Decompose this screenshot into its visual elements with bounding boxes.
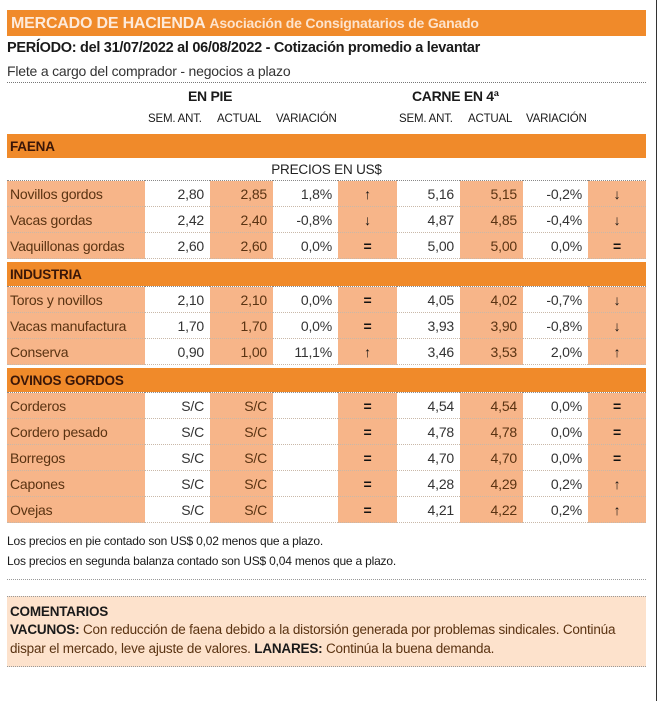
trend-cell	[588, 445, 646, 471]
pie-variation-value: -0,8%	[273, 207, 338, 233]
comments-box	[7, 596, 646, 667]
carne-variation-value: -0,8%	[523, 313, 588, 339]
carne-current-value: 5,00	[460, 233, 523, 259]
equal-icon: =	[613, 449, 621, 466]
pie-current-value: S/C	[210, 471, 273, 497]
table-row	[7, 497, 646, 523]
table-row	[7, 339, 646, 365]
lanares-label: LANARES:	[254, 641, 323, 656]
row-label: Vacas gordas	[7, 207, 145, 233]
trend-cell	[338, 471, 397, 497]
table-row	[7, 233, 646, 259]
pie-prev-value: 2,10	[145, 287, 210, 313]
carne-prev-value: 5,00	[397, 233, 460, 259]
pie-current-value: 2,85	[210, 181, 273, 207]
col-header-pie-current: ACTUAL	[217, 113, 262, 125]
trend-cell	[338, 181, 397, 207]
freight-note: Flete a cargo del comprador - negocios a plazo	[7, 63, 291, 79]
table-row	[7, 313, 646, 339]
trend-cell	[338, 287, 397, 313]
carne-current-value: 5,15	[460, 181, 523, 207]
table-row	[7, 207, 646, 233]
price-table	[7, 286, 646, 365]
carne-prev-value: 4,21	[397, 497, 460, 523]
report-subtitle: Asociación de Consignatarios de Ganado	[209, 15, 479, 31]
comments-body	[10, 620, 643, 658]
carne-current-value: 4,54	[460, 393, 523, 419]
carne-prev-value: 3,46	[397, 339, 460, 365]
carne-current-value: 3,90	[460, 313, 523, 339]
carne-current-value: 4,85	[460, 207, 523, 233]
carne-prev-value: 4,05	[397, 287, 460, 313]
carne-prev-value: 4,28	[397, 471, 460, 497]
pie-current-value: 2,10	[210, 287, 273, 313]
market-report	[7, 10, 646, 667]
carne-prev-value: 4,54	[397, 393, 460, 419]
carne-variation-value: 0,0%	[523, 393, 588, 419]
group-header-carcass: CARNE EN 4ª	[412, 88, 499, 104]
col-header-carne-current: ACTUAL	[468, 113, 513, 125]
note-pie: Los precios en pie contado son US$ 0,02 menos que a plazo.	[7, 534, 323, 548]
pie-variation-value: 0,0%	[273, 313, 338, 339]
carne-variation-value: -0,7%	[523, 287, 588, 313]
pie-prev-value: S/C	[145, 393, 210, 419]
table-row	[7, 393, 646, 419]
report-title: MERCADO DE HACIENDA	[11, 15, 206, 32]
row-label: Borregos	[7, 445, 145, 471]
pie-variation-value	[273, 497, 338, 523]
right-border-line	[656, 0, 657, 701]
pie-current-value: S/C	[210, 393, 273, 419]
row-label: Vaquillonas gordas	[7, 233, 145, 259]
row-label: Novillos gordos	[7, 181, 145, 207]
trend-cell	[588, 313, 646, 339]
row-label: Capones	[7, 471, 145, 497]
trend-cell	[588, 339, 646, 365]
pie-variation-value: 0,0%	[273, 233, 338, 259]
pie-prev-value: S/C	[145, 497, 210, 523]
carne-variation-value: 0,2%	[523, 471, 588, 497]
arrow-down-icon: ↓	[613, 317, 621, 334]
pie-current-value: 2,60	[210, 233, 273, 259]
price-table	[7, 180, 646, 259]
carne-prev-value: 3,93	[397, 313, 460, 339]
row-label: Toros y novillos	[7, 287, 145, 313]
carne-variation-value: 0,0%	[523, 445, 588, 471]
row-label: Corderos	[7, 393, 145, 419]
col-header-carne-variation: VARIACIÓN	[526, 113, 587, 125]
trend-cell	[338, 339, 397, 365]
price-sections	[7, 134, 646, 523]
carne-prev-value: 4,78	[397, 419, 460, 445]
row-label: Cordero pesado	[7, 419, 145, 445]
trend-cell	[588, 393, 646, 419]
arrow-down-icon: ↓	[613, 211, 621, 228]
carne-current-value: 4,70	[460, 445, 523, 471]
trend-cell	[588, 287, 646, 313]
carne-current-value: 4,02	[460, 287, 523, 313]
carne-current-value: 4,29	[460, 471, 523, 497]
comments-title: COMENTARIOS	[10, 604, 109, 619]
vacunos-text: Con reducción de faena debido a la distorsión generada por problemas sindicales. Continúa dispar el mercado, leve ajuste de valores.	[10, 622, 616, 656]
pie-current-value: 2,40	[210, 207, 273, 233]
carne-current-value: 3,53	[460, 339, 523, 365]
trend-cell	[588, 471, 646, 497]
pie-prev-value: S/C	[145, 471, 210, 497]
equal-icon: =	[613, 423, 621, 440]
pie-current-value: S/C	[210, 419, 273, 445]
trend-cell	[588, 419, 646, 445]
arrow-up-icon: ↑	[613, 475, 621, 492]
arrow-down-icon: ↓	[613, 291, 621, 308]
pie-variation-value	[273, 393, 338, 419]
lanares-text: Continúa la buena demanda.	[322, 641, 495, 656]
period-line: PERÍODO: del 31/07/2022 al 06/08/2022 - Cotización promedio a levantar	[7, 40, 481, 56]
equal-icon: =	[363, 449, 372, 466]
pie-prev-value: 2,60	[145, 233, 210, 259]
row-label: Ovejas	[7, 497, 145, 523]
pie-current-value: S/C	[210, 497, 273, 523]
table-row	[7, 419, 646, 445]
trend-cell	[338, 419, 397, 445]
trend-cell	[588, 207, 646, 233]
trend-cell	[588, 233, 646, 259]
pie-variation-value	[273, 419, 338, 445]
section-header-industria: INDUSTRIA	[7, 262, 646, 286]
trend-cell	[338, 233, 397, 259]
pie-current-value: 1,00	[210, 339, 273, 365]
trend-cell	[588, 181, 646, 207]
pie-prev-value: 2,42	[145, 207, 210, 233]
equal-icon: =	[363, 501, 372, 518]
trend-cell	[338, 393, 397, 419]
pie-variation-value	[273, 445, 338, 471]
pie-prev-value: S/C	[145, 445, 210, 471]
row-label: Vacas manufactura	[7, 313, 145, 339]
carne-variation-value: -0,2%	[523, 181, 588, 207]
carne-prev-value: 4,87	[397, 207, 460, 233]
vacunos-label: VACUNOS:	[10, 622, 80, 637]
arrow-down-icon: ↓	[364, 211, 371, 228]
row-label: Conserva	[7, 339, 145, 365]
note-balanza: Los precios en segunda balanza contado son US$ 0,04 menos que a plazo.	[7, 554, 396, 568]
trend-cell	[338, 313, 397, 339]
table-row	[7, 471, 646, 497]
trend-cell	[338, 207, 397, 233]
equal-icon: =	[363, 423, 372, 440]
equal-icon: =	[613, 237, 621, 254]
arrow-up-icon: ↑	[364, 343, 371, 360]
col-header-pie-prev: SEM. ANT.	[148, 113, 202, 125]
carne-variation-value: 0,0%	[523, 233, 588, 259]
carne-variation-value: -0,4%	[523, 207, 588, 233]
pie-variation-value	[273, 471, 338, 497]
group-headers	[7, 83, 646, 109]
table-row	[7, 287, 646, 313]
pie-prev-value: S/C	[145, 419, 210, 445]
pie-current-value: 1,70	[210, 313, 273, 339]
col-header-carne-prev: SEM. ANT.	[399, 113, 453, 125]
arrow-up-icon: ↑	[613, 501, 621, 518]
section-header-faena: FAENA	[7, 134, 646, 158]
equal-icon: =	[613, 397, 621, 414]
pie-variation-value: 11,1%	[273, 339, 338, 365]
carne-current-value: 4,22	[460, 497, 523, 523]
prices-currency-label: PRECIOS EN US$	[271, 162, 382, 177]
arrow-down-icon: ↓	[613, 185, 621, 202]
arrow-up-icon: ↑	[364, 185, 371, 202]
carne-variation-value: 0,0%	[523, 419, 588, 445]
pie-prev-value: 2,80	[145, 181, 210, 207]
trend-cell	[338, 497, 397, 523]
carne-prev-value: 5,16	[397, 181, 460, 207]
equal-icon: =	[363, 291, 372, 308]
carne-prev-value: 4,70	[397, 445, 460, 471]
table-row	[7, 181, 646, 207]
group-header-live: EN PIE	[188, 88, 233, 104]
title-bar	[7, 10, 646, 36]
notes	[7, 531, 646, 571]
arrow-up-icon: ↑	[613, 343, 621, 360]
equal-icon: =	[363, 397, 372, 414]
trend-cell	[588, 497, 646, 523]
equal-icon: =	[363, 237, 372, 254]
carne-variation-value: 0,2%	[523, 497, 588, 523]
trend-cell	[338, 445, 397, 471]
table-row	[7, 445, 646, 471]
pie-variation-value: 1,8%	[273, 181, 338, 207]
pie-prev-value: 0,90	[145, 339, 210, 365]
carne-current-value: 4,78	[460, 419, 523, 445]
equal-icon: =	[363, 317, 372, 334]
equal-icon: =	[363, 475, 372, 492]
column-headers	[7, 109, 646, 131]
pie-variation-value: 0,0%	[273, 287, 338, 313]
section-header-ovinos-gordos: OVINOS GORDOS	[7, 368, 646, 392]
price-table	[7, 392, 646, 523]
pie-prev-value: 1,70	[145, 313, 210, 339]
pie-current-value: S/C	[210, 445, 273, 471]
divider	[7, 579, 646, 580]
carne-variation-value: 2,0%	[523, 339, 588, 365]
col-header-pie-variation: VARIACIÓN	[276, 113, 337, 125]
